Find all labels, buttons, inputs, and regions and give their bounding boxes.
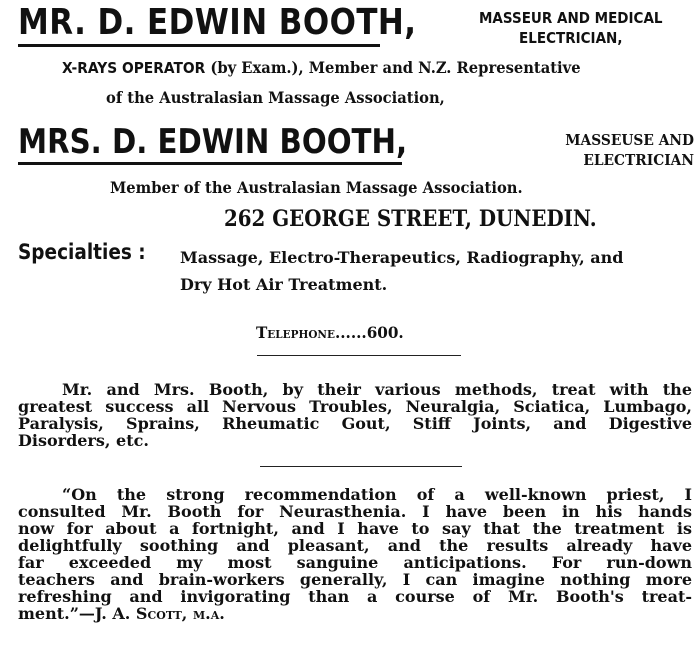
xray-credential xyxy=(62,58,581,77)
paragraph-line: Disorders, etc. xyxy=(18,431,149,450)
paragraph-line: Mr. and Mrs. Booth, by their various methods, treat with the xyxy=(62,380,692,399)
name-underline xyxy=(18,44,380,47)
membership-line: Member of the Australasian Massage Association. xyxy=(110,178,523,197)
mr-booth-title xyxy=(465,8,677,48)
specialties-label: Specialties : xyxy=(18,240,146,264)
testimonial-line: consulted Mr. Booth for Neurasthenia. I have been in his hands xyxy=(18,502,692,521)
testimonial-closing xyxy=(18,605,692,622)
telephone-label: Telephone xyxy=(256,323,335,342)
paragraph-line: Paralysis, Sprains, Rheumatic Gout, Stiff Joints, and Digestive xyxy=(18,414,692,433)
testimonial-line: delightfully soothing and pleasant, and the results already have xyxy=(18,536,692,555)
testimonial-line: “On the strong recommendation of a well-known priest, I xyxy=(62,485,692,504)
mrs-booth-title-line2: ELECTRICIAN xyxy=(583,151,694,169)
testimonial-last-line: ment.”— xyxy=(18,604,95,623)
association-line: of the Australasian Massage Association, xyxy=(106,88,445,107)
treatment-paragraph xyxy=(18,381,692,449)
street-address: 262 GEORGE STREET, DUNEDIN. xyxy=(224,206,597,232)
telephone-number: 600. xyxy=(366,323,404,342)
telephone xyxy=(256,323,404,342)
testimonial-line: refreshing and invigorating than a course of Mr. Booth's treat- xyxy=(18,587,692,606)
testimonial-line: teachers and brain-workers generally, I can imagine nothing more xyxy=(18,570,692,589)
divider xyxy=(257,355,461,356)
mrs-booth-title xyxy=(481,130,694,170)
divider xyxy=(260,466,462,467)
name-underline xyxy=(18,162,402,165)
xray-label: X-RAYS OPERATOR xyxy=(62,59,206,77)
testimonial-paragraph xyxy=(18,486,692,622)
testimonial-signature: J. A. Scott, m.a. xyxy=(94,604,225,623)
mrs-booth-name: MRS. D. EDWIN BOOTH, xyxy=(18,122,408,162)
telephone-dots: ...... xyxy=(334,323,367,342)
testimonial-line: now for about a fortnight, and I have to say that the treatment is xyxy=(18,519,692,538)
testimonial-line: far exceeded my most sanguine anticipations. For run-down xyxy=(18,553,692,572)
paragraph-line: greatest success all Nervous Troubles, Neuralgia, Sciatica, Lumbago, xyxy=(18,397,692,416)
specialties-line: Massage, Electro-Therapeutics, Radiography, and xyxy=(180,248,624,267)
mr-booth-name: MR. D. EDWIN BOOTH, xyxy=(18,2,417,43)
specialties-line: Dry Hot Air Treatment. xyxy=(180,275,388,294)
xray-rest: (by Exam.), Member and N.Z. Representative xyxy=(205,58,581,77)
mr-booth-title-line1: MASSEUR AND MEDICAL xyxy=(478,9,663,27)
mr-booth-title-line2: ELECTRICIAN, xyxy=(519,29,623,47)
mrs-booth-title-line1: MASSEUSE AND xyxy=(565,131,694,149)
specialties-list xyxy=(180,244,692,298)
